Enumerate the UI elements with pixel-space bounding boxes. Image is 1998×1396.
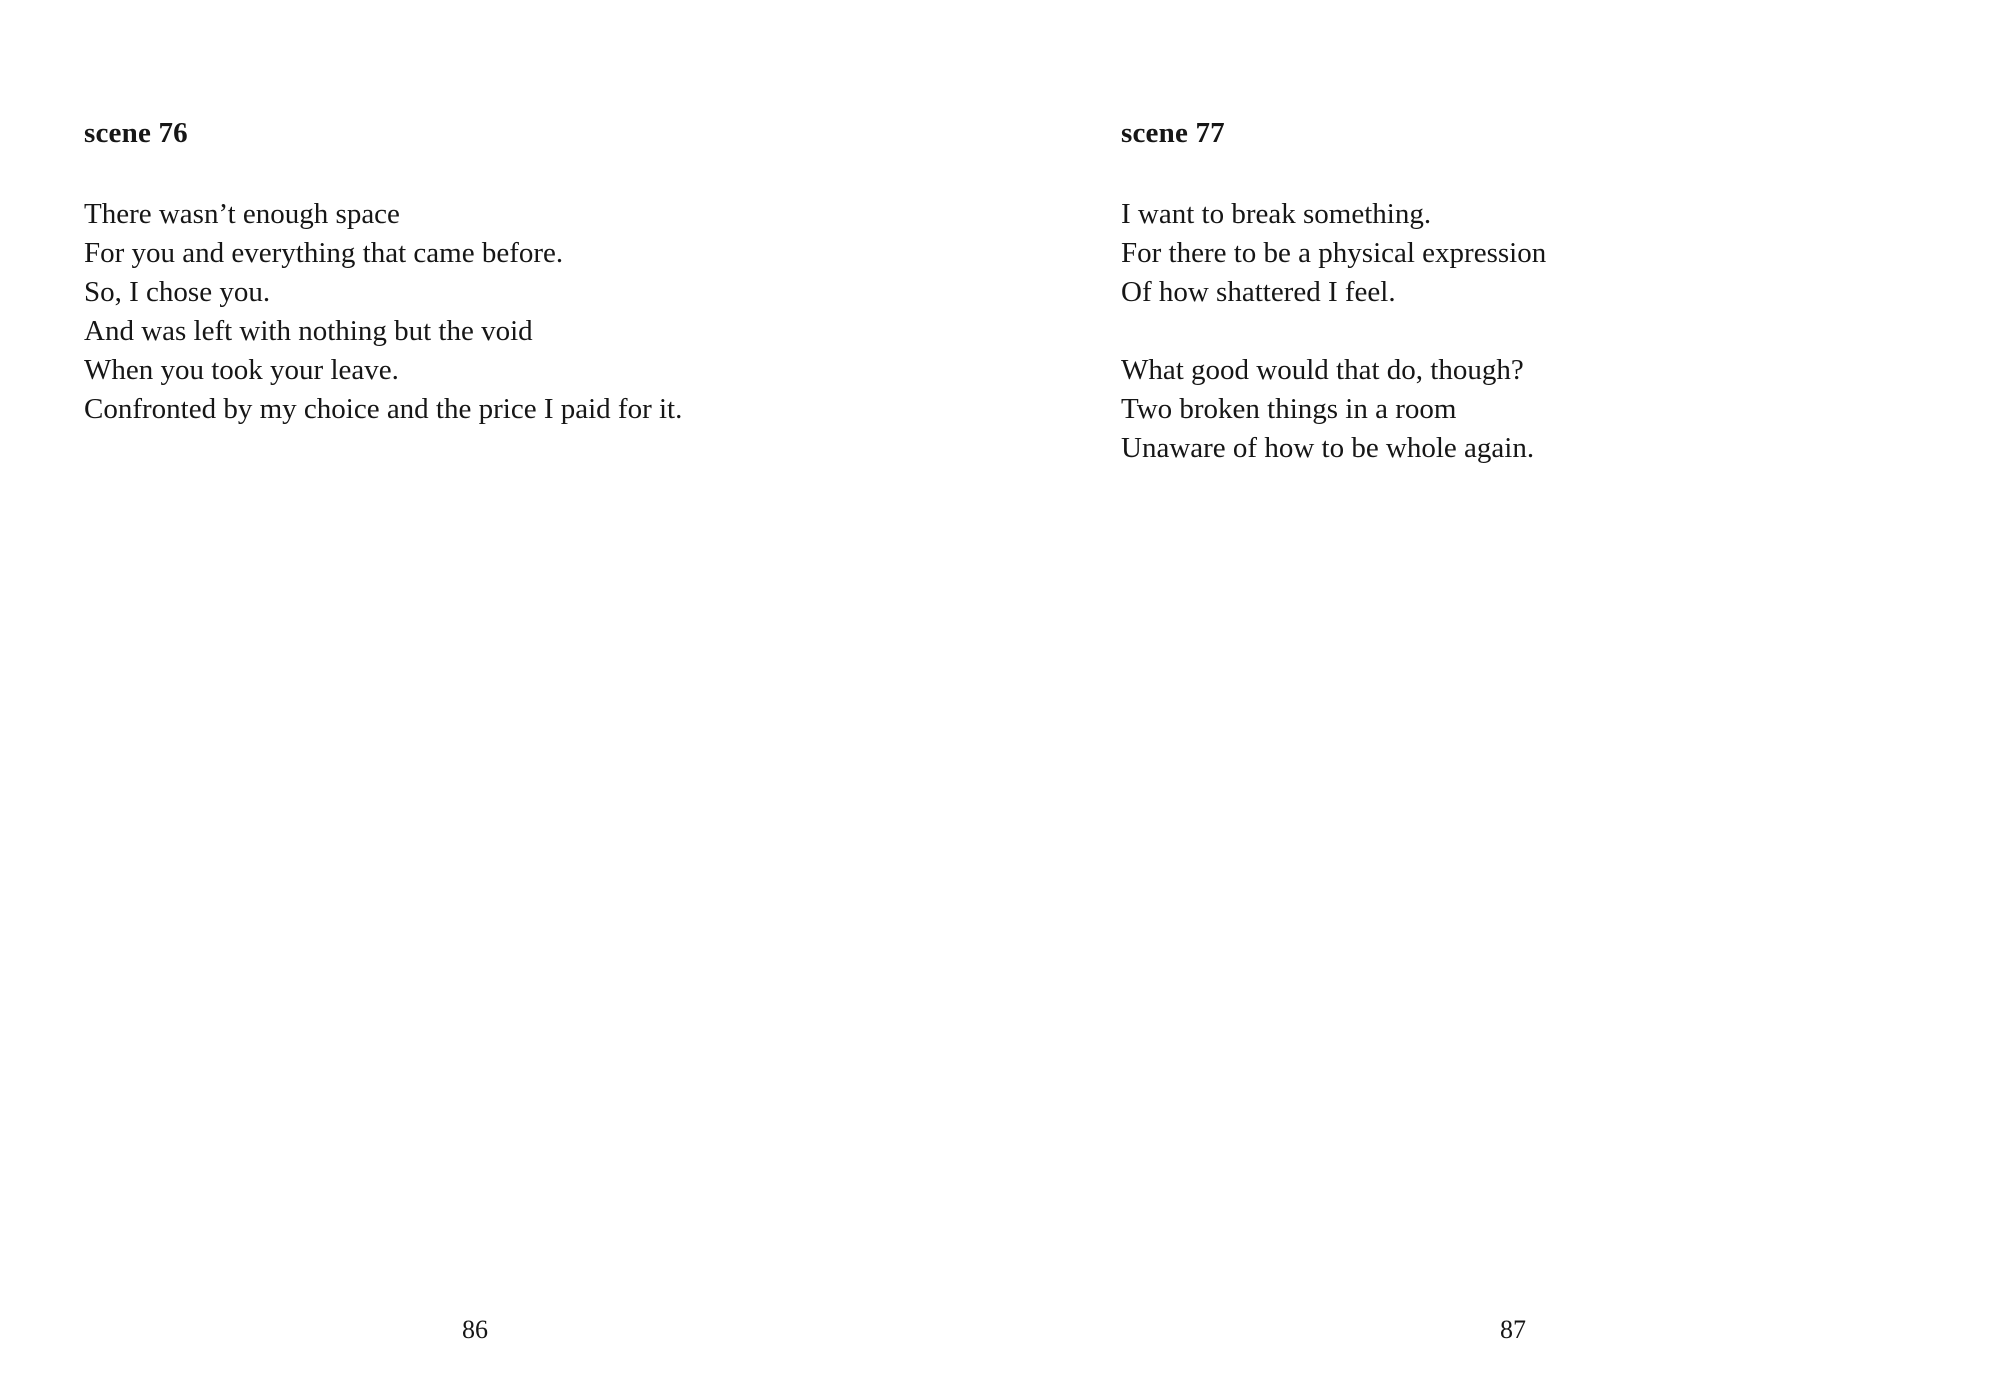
- page-right: [999, 0, 1998, 1396]
- poem-line: Confronted by my choice and the price I paid for it.: [84, 393, 683, 425]
- page-number-left: 86: [462, 1315, 488, 1344]
- poem-line: So, I chose you.: [84, 276, 271, 308]
- stanza: [1121, 195, 1998, 312]
- poem-line: For you and everything that came before.: [84, 237, 564, 269]
- poem-line: And was left with nothing but the void: [84, 315, 533, 347]
- page-number-right: 87: [1500, 1315, 1526, 1344]
- poem-line: What good would that do, though?: [1121, 354, 1524, 386]
- stanza: [1121, 351, 1998, 468]
- poem-line: Two broken things in a room: [1121, 393, 1457, 425]
- stanza: [84, 195, 999, 429]
- poem-line: There wasn’t enough space: [84, 198, 400, 230]
- poem-line: When you took your leave.: [84, 354, 399, 386]
- poem-heading-left: scene 76: [84, 117, 188, 149]
- poem-line: For there to be a physical expression: [1121, 237, 1547, 269]
- poem-line: Of how shattered I feel.: [1121, 276, 1396, 308]
- poem-line: Unaware of how to be whole again.: [1121, 432, 1535, 464]
- poem-line: I want to break something.: [1121, 198, 1432, 230]
- poem-heading-right: scene 77: [1121, 117, 1225, 149]
